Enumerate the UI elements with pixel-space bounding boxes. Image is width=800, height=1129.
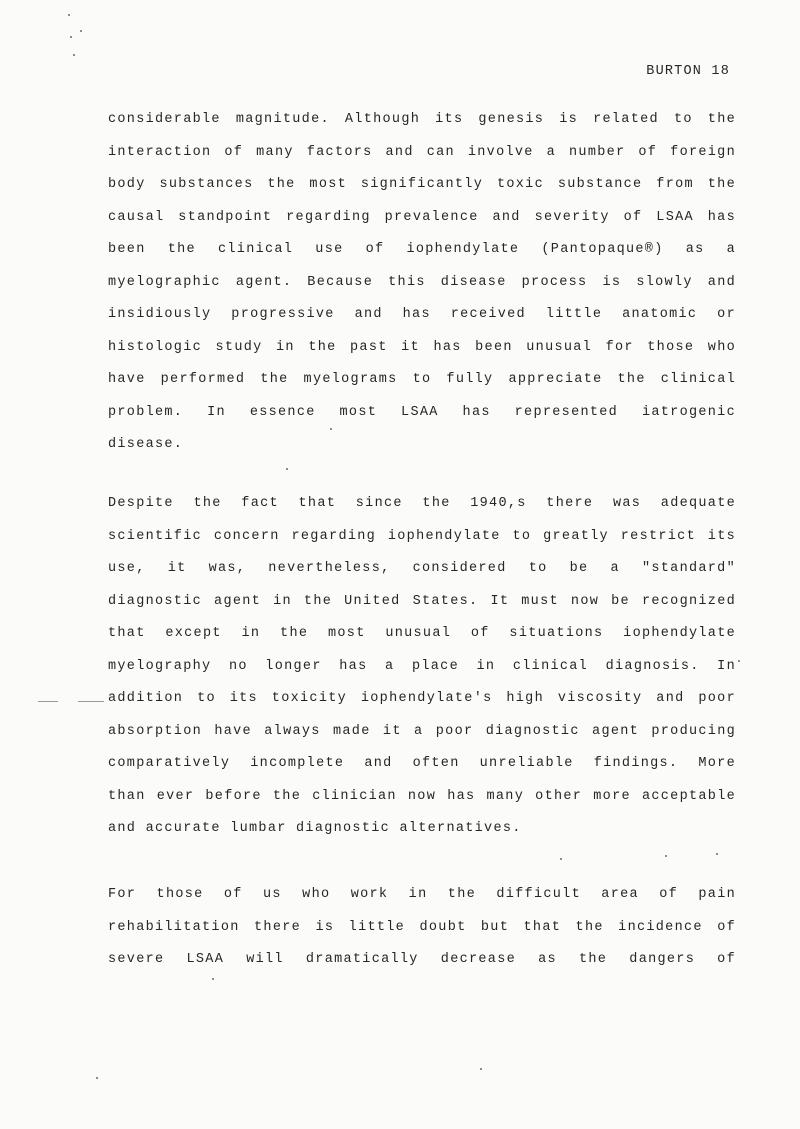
text-line: diagnostic agent in the United States. It must now be recognized: [108, 593, 736, 609]
scan-speck: [480, 1068, 482, 1070]
text-line: interaction of many factors and can involve a number of foreign: [108, 144, 736, 160]
text-line: addition to its toxicity iophendylate's high viscosity and poor: [108, 691, 736, 706]
scan-speck: [286, 468, 288, 470]
scan-speck: [560, 858, 562, 860]
text-line: body substances the most significantly toxic substance from the: [108, 177, 736, 192]
text-line: problem. In essence most LSAA has represented iatrogenic: [108, 404, 736, 420]
text-line: that except in the most unusual of situations iophendylate: [108, 626, 736, 641]
text-line: histologic study in the past it has been unusual for those who: [108, 339, 736, 355]
scan-speck: [73, 54, 75, 56]
scan-mark: [78, 701, 104, 702]
text-line: myelographic agent. Because this disease process is slowly and: [108, 274, 736, 290]
text-line: myelography no longer has a place in clinical diagnosis. In: [108, 658, 736, 674]
text-line: have performed the myelograms to fully appreciate the clinical: [108, 372, 736, 387]
paragraph-1: [108, 110, 736, 468]
scan-speck: [80, 30, 82, 32]
page-header: BURTON 18: [646, 64, 730, 79]
text-line: severe LSAA will dramatically decrease as the dangers of: [108, 952, 736, 967]
text-line: rehabilitation there is little doubt but that the incidence of: [108, 919, 736, 935]
scan-speck: [96, 1077, 98, 1079]
text-line: been the clinical use of iophendylate (Pantopaque®) as a: [108, 242, 736, 257]
text-line: comparatively incomplete and often unreliable findings. More: [108, 756, 736, 771]
scan-speck: [70, 36, 72, 38]
scan-speck: [665, 855, 667, 857]
scan-mark: [38, 701, 58, 702]
text-line: insidiously progressive and has received little anatomic or: [108, 307, 736, 322]
scan-speck: [68, 14, 70, 16]
text-line: scientific concern regarding iophendylate to greatly restrict its: [108, 528, 736, 544]
text-line: Despite the fact that since the 1940,s there was adequate: [108, 496, 736, 511]
scan-speck: [738, 660, 740, 662]
scan-speck: [716, 853, 718, 855]
text-line: For those of us who work in the difficult area of pain: [108, 887, 736, 902]
text-line: considerable magnitude. Although its genesis is related to the: [108, 112, 736, 127]
text-line: causal standpoint regarding prevalence and severity of LSAA has: [108, 209, 736, 225]
text-line: absorption have always made it a poor diagnostic agent producing: [108, 723, 736, 739]
paragraph-2: [108, 494, 736, 852]
text-line: use, it was, nevertheless, considered to be a "standard": [108, 561, 736, 576]
text-line: disease.: [108, 437, 184, 452]
paragraph-3: [108, 885, 736, 983]
text-line: and accurate lumbar diagnostic alternatives.: [108, 821, 522, 836]
text-line: than ever before the clinician now has many other more acceptable: [108, 788, 736, 804]
